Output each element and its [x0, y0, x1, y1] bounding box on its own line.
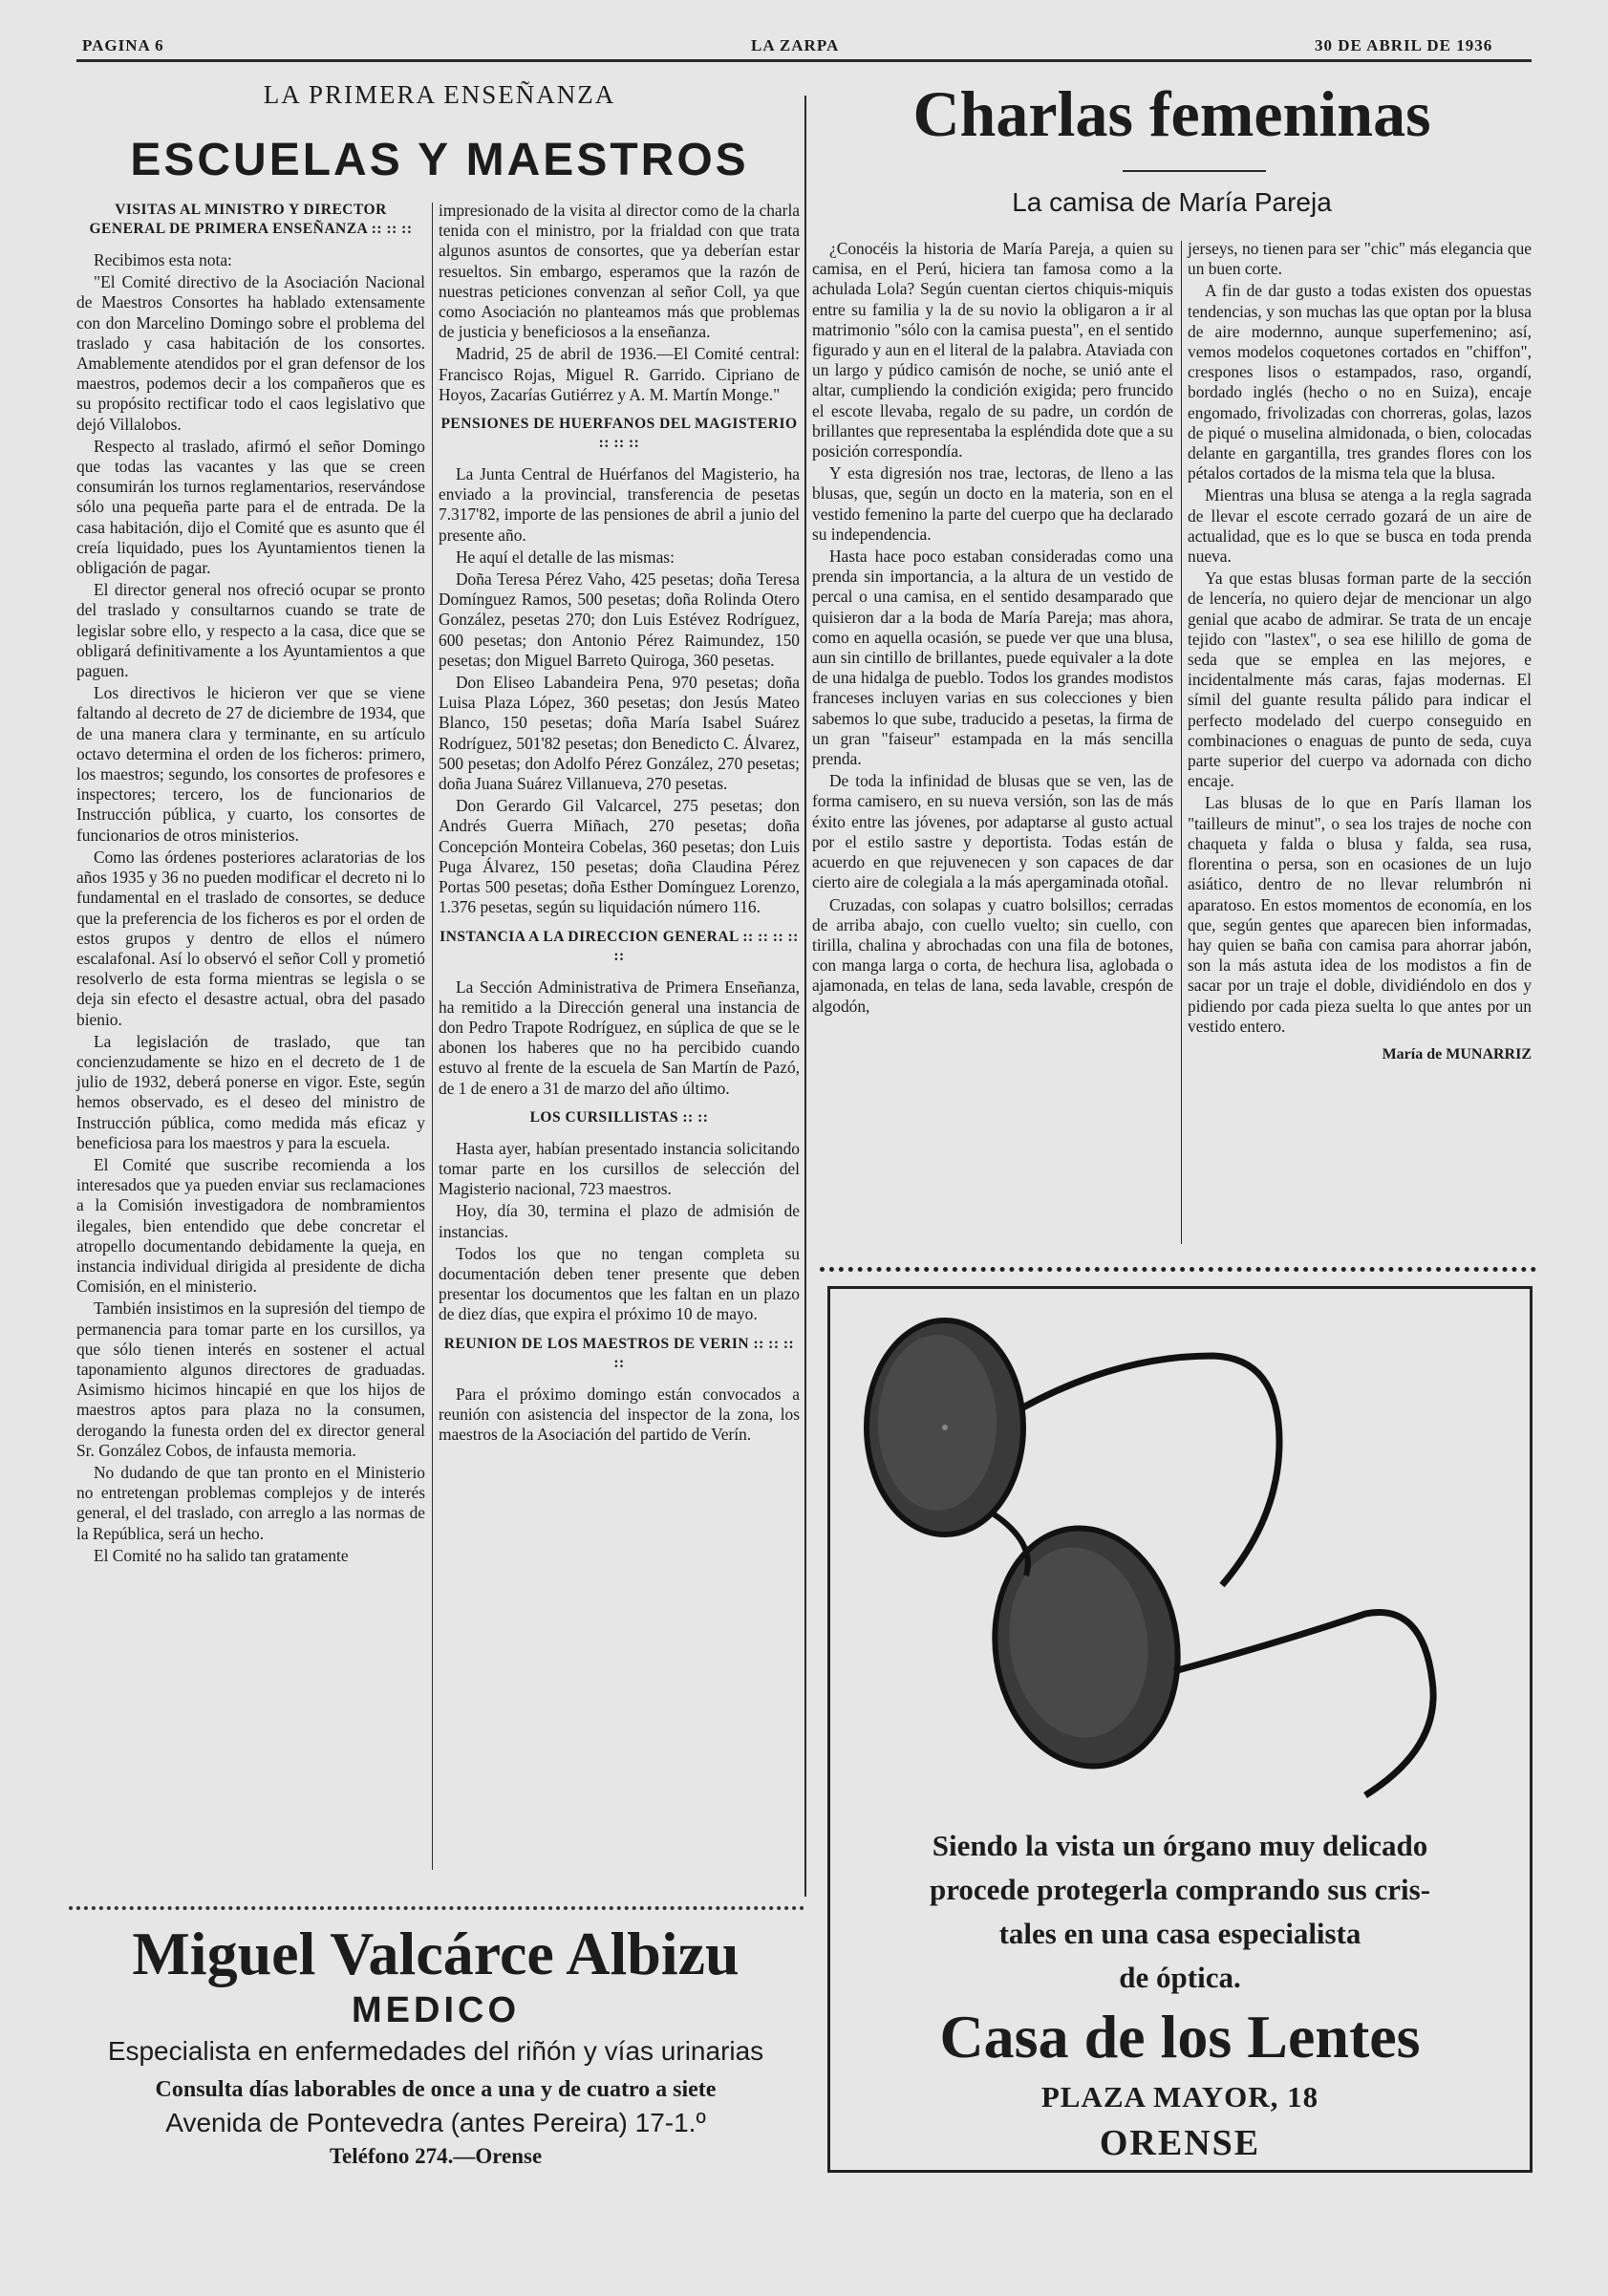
- article-title: ESCUELAS Y MAESTROS: [130, 135, 749, 185]
- article-kicker: LA PRIMERA ENSEÑANZA: [263, 80, 616, 109]
- newspaper-name: LA ZARPA: [751, 36, 840, 54]
- optics-advertisement: [827, 1286, 1533, 2173]
- paragraph: De toda la infinidad de blusas que se ven, las de forma camisero, en su nueva versión, son las de más éxito entre las jóvenes, por adaptarse al gusto actual por el estilo sastre y deportista. Todas están de acuerdo en que rejuvenecen y son capaces de dar cierto aire de colegiala a la más apergaminada otoñal.: [812, 771, 1173, 892]
- doctor-name: Miguel Valcárce Albizu: [132, 1920, 740, 1987]
- paragraph: No dudando de que tan pronto en el Ministerio no entretengan problemas complejos y de interés general, el del traslado, con arreglo a las normas de la República, será un hecho.: [76, 1462, 425, 1543]
- column-divider: [1181, 241, 1182, 1244]
- doctor-advertisement: [63, 1917, 808, 2251]
- section-subhead: PENSIONES DE HUERFANOS DEL MAGISTERIO :: :: ::: [440, 416, 798, 452]
- title-rule: [1123, 170, 1266, 172]
- paragraph: Todos los que no tengan completa su documentación deben tener presente que deben presentar los documentos que les faltan en un plazo de diez días, que expira el próximo 10 de mayo.: [439, 1243, 800, 1324]
- spectacles-icon: [830, 1298, 1530, 1814]
- paragraph: Cruzadas, con solapas y cuatro bolsillos; cerradas de arriba abajo, con cuello vuelto; sin cuello, con tirilla, chalina y abrochadas con una fila de botones, con manga larga o corta, de hechura lisa, aglobada o ajamonada, en telas de lana, seda lavable, crespón de algodón,: [812, 894, 1173, 1016]
- paragraph: Las blusas de lo que en París llaman los "tailleurs de minut", o sea los trajes de noche con chaqueta y falda o blusa y falda, sea rusa, florentina o persa, son en ocasiones de un lujo asiático, dentro de no llevar relumbrón ni aparatoso. En estos momentos de economía, en los que, según gentes que aparecen bien informadas, hay quien se baña con camisa para ahorrar jabón, son la más astuta idea de los modistos a fin de sacar por un traje el doble, dividiéndolo en dos y pidiendo por cada pieza suelta lo que antes por un vestido entero.: [1188, 793, 1532, 1036]
- paragraph: También insistimos en la supresión del tiempo de permanencia para tomar parte en los cursillos, ya que sólo tienen interés en sostener el actual taponamiento algunos directores de graduadas. Asimismo hicimos hincapié en que los hijos de maestros aptos para plaza no la consumen, derogando la funesta orden del ex director general Sr. González Cobos, de infausta memoria.: [76, 1298, 425, 1460]
- doctor-specialty: Especialista en enfermedades del riñón y vías urinarias: [107, 2036, 764, 2066]
- optics-slogan: [830, 1824, 1530, 2000]
- doctor-title: MEDICO: [352, 1990, 520, 2030]
- paragraph: He aquí el detalle de las mismas:: [456, 547, 675, 567]
- paragraph: Don Gerardo Gil Valcarcel, 275 pesetas; don Andrés Guerra Miñach, 270 pesetas; doña Concepción Monteira Cobelas, 360 pesetas; don Luis Puga Álvarez, 150 pesetas; doña Claudina Pérez Portas 500 pesetas; doña Esther Domínguez Lorenzo, 1.376 pesetas, según su liquidación número 116.: [439, 796, 800, 917]
- article2-column2: [1188, 239, 1532, 1064]
- shop-street: PLAZA MAYOR, 18: [1040, 2080, 1319, 2114]
- paragraph: El Comité que suscribe recomienda a los interesados que ya pueden enviar sus reclamaciones a la Comisión investigadora de nombramientos ilegales, bien entendido que debe concretar el atropello documentando debidamente la queja, en instancia individual dirigida al presidente de dicha Comisión, en el ministerio.: [76, 1154, 425, 1297]
- paragraph: La Junta Central de Huérfanos del Magisterio, ha enviado a la provincial, transferencia de pesetas 7.317'82, importe de las pensiones de abril a junio del presente año.: [439, 464, 800, 545]
- paragraph: Los directivos le hicieron ver que se viene faltando al decreto de 27 de diciembre de 1934, que de una manera clara y terminante, en su artículo octavo determina el orden de los ficheros: primero, los maestros; segundo, los consortes de profesores e inspectores; tercero, los de funcionarios de Instrucción pública, y cuarto, los consortes de funcionarios de otros ministerios.: [76, 683, 425, 845]
- shop-name: Casa de los Lentes: [939, 2003, 1421, 2071]
- section-subhead: VISITAS AL MINISTRO Y DIRECTOR GENERAL DE PRIMERA ENSEÑANZA :: :: ::: [89, 202, 413, 237]
- slogan-line: tales en una casa especialista: [998, 1917, 1361, 1950]
- paragraph: Madrid, 25 de abril de 1936.—El Comité central: Francisco Rojas, Miguel R. Garrido. Cipriano de Hoyos, Zacarías Gutiérrez y A. M. Martín Monge.": [439, 344, 800, 404]
- column-divider: [804, 96, 806, 1897]
- paragraph: Respecto al traslado, afirmó el señor Domingo que todas las vacantes y las que se creen consumirán los turnos reglamentarios, reservándose sólo una pequeña parte para el de entrada. De la casa habitación, dijo el Comité que es asunto que él creía liquidado, pues los Ayuntamientos tienen la obligación de pagar.: [76, 436, 425, 578]
- section-subhead: LOS CURSILLISTAS :: ::: [529, 1108, 709, 1126]
- paragraph: Ya que estas blusas forman parte de la sección de lencería, no quiero dejar de mencionar un algo genial que acabo de admirar. Se trata de un encaje tejido con "lastex", o sea ese hilillo de goma de seda que se emplea en las mejores, e incidentalmente más caras, fajas modernas. El símil del guante resulta pálido para indicar el perfecto modelado del cuerpo conseguido en combinaciones o enaguas de punto de seda, cuya parte superior del cuerpo va adornada con dicho encaje.: [1188, 569, 1532, 791]
- paragraph: La Sección Administrativa de Primera Enseñanza, ha remitido a la Dirección general una instancia de don Pedro Trapote Rodríguez, en súplica de que se le abonen los haberes que no ha percibido cuando estuvo al frente de la escuela de San Martín de Pazó, de 1 de enero a 31 de marzo del año último.: [439, 976, 800, 1098]
- header-rule: [76, 59, 1532, 62]
- slogan-line: procede protegerla comprando sus cris-: [929, 1873, 1431, 1906]
- doctor-address: Avenida de Pontevedra (antes Pereira) 17-1.º: [165, 2108, 706, 2137]
- paragraph: Hasta ayer, habían presentado instancia solicitando tomar parte en los cursillos de selección del Magisterio nacional, 723 maestros.: [439, 1138, 800, 1199]
- article1-column2: [439, 201, 800, 1447]
- paragraph: jerseys, no tienen para ser "chic" más elegancia que un buen corte.: [1188, 239, 1532, 279]
- consultation-hours: Consulta días laborables de once a una y de cuatro a siete: [155, 2077, 717, 2102]
- article2-column1: [812, 239, 1173, 1019]
- page-number: PAGINA 6: [82, 36, 164, 54]
- paragraph: Doña Teresa Pérez Vaho, 425 pesetas; doña Teresa Domínguez Ramos, 500 pesetas; doña Rolinda Otero González, pesetas 270; don Luis Estévez Rodríguez, 600 pesetas; don Antonio Pérez Raimundez, 150 pesetas; don Miguel Barreto Quiroga, 360 pesetas.: [439, 569, 800, 670]
- article-subtitle: La camisa de María Pareja: [1012, 187, 1332, 217]
- paragraph: Y esta digresión nos trae, lectoras, de lleno a las blusas, que, según un docto en la materia, son en el vestido femenino la parte del cuerpo que ha declarado su independencia.: [812, 463, 1173, 544]
- slogan-line: de óptica.: [1119, 1961, 1241, 1994]
- ad-border-dots: [820, 1267, 1536, 1276]
- paragraph: El Comité no ha salido tan gratamente: [94, 1545, 349, 1565]
- paragraph: Para el próximo domingo están convocados a reunión con asistencia del inspector de la zona, los maestros de la Asociación del partido de Verín.: [439, 1384, 800, 1444]
- author-signature: María de MUNARRIZ: [1382, 1045, 1532, 1062]
- paragraph: Don Eliseo Labandeira Pena, 970 pesetas; doña Luisa Plaza López, 360 pesetas; don Jesús Mateo Blanco, 150 pesetas; doña María Isabel Suárez Rodríguez, 501'82 pesetas; don Benedicto C. Álvarez, 500 pesetas; don Adolfo Pérez González, 270 pesetas; doña Juana Suárez Villanueva, 270 pesetas.: [439, 673, 800, 794]
- paragraph: impresionado de la visita al director como de la charla tenida con el ministro, por la frialdad con que trata algunos asuntos de consortes, que ya deberían estar resueltos. Sin embargo, esperamos que la razón de nuestras peticiones convenzan al señor Coll, ya que como Asociación no planteamos más que problemas de justicia y beneficiosos a la enseñanza.: [439, 201, 800, 342]
- paragraph: Como las órdenes posteriores aclaratorias de los años 1935 y 36 no pueden modificar el decreto ni lo fundamental en el traslado de consortes, se deduce que la preferencia de los ficheros es por el orden de estos grupos y dentro de ellos el número escalafonal. Así lo observó el señor Coll y prometió resolverlo de esta forma mientras se legisla o se deja sin efecto el desastre actual, obra del pasado bienio.: [76, 847, 425, 1029]
- ad-border-dots: [69, 1906, 804, 1914]
- paragraph: A fin de dar gusto a todas existen dos opuestas tendencias, y son muchas las que optan por la blusa de aire modernno, aunque superfemenino; así, vemos modelos coquetones cortados en "chiffon", crespones lisos o estampados, raso, organdí, bordado inglés (hecho o no en Suiza), encaje engomado, frivolizadas con chorreras, golas, lazos de piqué o muselina almidonada, o bien, colocadas delante en gargantilla, tres grandes flores con los pétalos cortados de la misma tela que la blusa.: [1188, 281, 1532, 483]
- paragraph: Hasta hace poco estaban consideradas como una prenda sin importancia, a la altura de un vestido de percal o una camisa, en el sentido desamparado que quisieron dar a la boda de María Pareja; mas ahora, como en aquella ocasión, se puede ver que una blusa, aun sin cintillo de brillantes, puede equivaler a la dote de una hidalga de pueblo. Todos los grandes modistos franceses incluyen varias en sus colecciones y bien sabemos lo que sube, traducido a pesetas, la firma de un gran "faiseur" estampada en la más sencilla prenda.: [812, 547, 1173, 769]
- doctor-phone: Teléfono 274.—Orense: [329, 2144, 543, 2168]
- section-subhead: INSTANCIA A LA DIRECCION GENERAL :: :: :: :: ::: [440, 928, 799, 964]
- paragraph: Mientras una blusa se atenga a la regla sagrada de llevar el escote cerrado gozará de un aire de actualidad, que es lo que se busca en toda prenda nueva.: [1188, 485, 1532, 567]
- article-title: Charlas femeninas: [912, 77, 1431, 150]
- column-divider: [432, 203, 433, 1870]
- paragraph: El director general nos ofreció ocupar se pronto del traslado y consultarnos cuando se trate de legislar sobre ello, y respecto a la casa, dice que se obligará definitivamente a los Ayuntamientos a que paguen.: [76, 580, 425, 681]
- paragraph: Hoy, día 30, termina el plazo de admisión de instancias.: [439, 1201, 800, 1241]
- paragraph: La legislación de traslado, que tan concienzudamente se hizo en el decreto de 1 de julio de 1932, deberá ponerse en vigor. Este, según hemos observado, es el deseo del ministro de Instrucción pública, como medida más eficaz y beneficiosa para los maestros y para la escuela.: [76, 1031, 425, 1152]
- slogan-line: Siendo la vista un órgano muy delicado: [932, 1829, 1428, 1862]
- section-subhead: REUNION DE LOS MAESTROS DE VERIN :: :: :: ::: [443, 1335, 795, 1371]
- issue-date: 30 DE ABRIL DE 1936: [1315, 36, 1493, 54]
- shop-city: ORENSE: [1099, 2123, 1261, 2163]
- article1-column1: [76, 201, 425, 1568]
- paragraph: ¿Conocéis la historia de María Pareja, a quien su camisa, en el Perú, hiciera tan famosa como a la achulada Lola? Según cuentan ciertos chiquis-miquis entre su familia y la de su novio la obligaron a ir al matrimonio "sólo con la camisa puesta", en el sentido figurado y aun en el literal de la palabra. Ataviada con un largo y púdico camisón de noche, se unió ante el altar, cumpliendo la condición exigida; pero fruncido el escote llevaba, regalo de su padre, un cordón de brillantes que representaba la espléndida dote que a su posición correspondía.: [812, 239, 1173, 461]
- paragraph: Recibimos esta nota:: [94, 250, 232, 269]
- paragraph: "El Comité directivo de la Asociación Nacional de Maestros Consortes ha hablado extensamente con don Marcelino Domingo sobre el problema del traslado y casa habitación de los consortes. Amablemente atendidos por el gran defensor de los maestros, podemos decir a los compañeros que es su propósito rectificar todo el caos legislativo que dejó Villalobos.: [76, 272, 425, 434]
